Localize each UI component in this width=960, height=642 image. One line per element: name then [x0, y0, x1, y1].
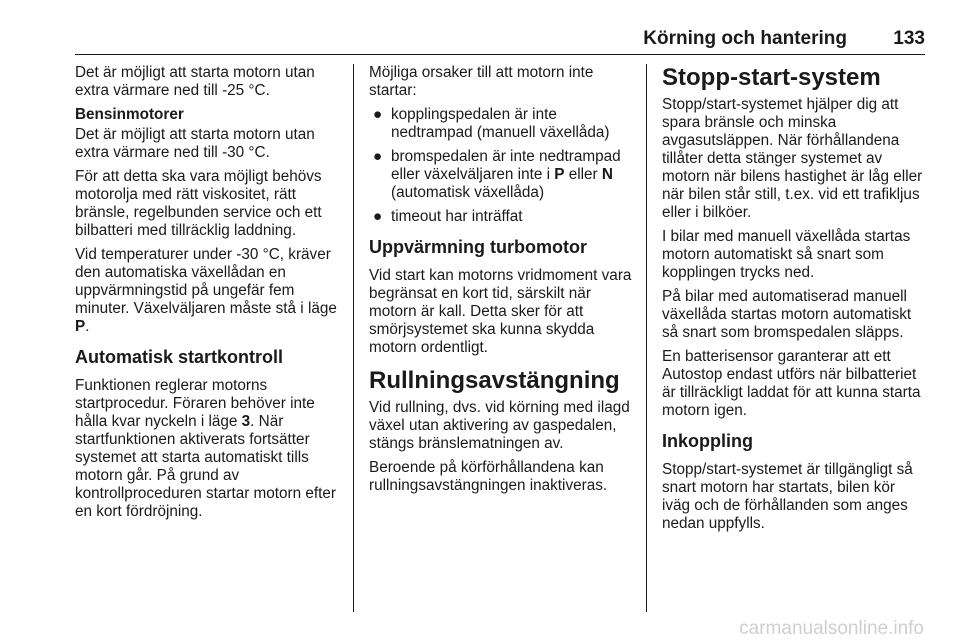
paragraph: I bilar med manuell växellåda startas motorn automatiskt så snart som kopplingen trycks ned.: [662, 228, 911, 281]
heading-rolling: Rullningsavstängning: [369, 367, 620, 394]
paragraph: Det är möjligt att starta motorn utan extra värmare ned till -30 °C.: [75, 126, 315, 161]
bullet-icon: ●: [373, 148, 383, 165]
paragraph: Stopp/start-systemet är tillgängligt så snart motorn har startats, bilen kör iväg och de förhållanden som anges nedan uppfylls.: [662, 461, 913, 532]
column-1: [75, 64, 345, 527]
column-divider-1: [353, 64, 354, 612]
column-divider-2: [646, 64, 647, 612]
heading-autostart: Automatisk startkontroll: [75, 347, 284, 367]
watermark: carmanualsonline.info: [739, 618, 924, 639]
section-title: Körning och hantering: [643, 28, 847, 49]
paragraph: Vid temperaturer under -30 °C, kräver den automatiska växellådan en uppvärmningstid på ungefär fem minuter. Växelväljaren måste stå i läge P.: [75, 246, 337, 335]
list-item: ● kopplingspedalen är inte nedtrampad (manuell växellåda): [373, 106, 610, 141]
page-number: 133: [893, 28, 925, 49]
column-2: [369, 64, 637, 501]
heading-engage: Inkoppling: [662, 431, 753, 451]
list-item: ● bromspedalen är inte nedtrampad eller växelväljaren inte i P eller N (automatisk växellåda): [373, 148, 621, 201]
paragraph: På bilar med automatiserad manuell växellåda startas motorn automatiskt så snart som bromspedalen släpps.: [662, 288, 912, 341]
paragraph: Det är möjligt att starta motorn utan extra värmare ned till -25 °C.: [75, 64, 315, 99]
heading-turbo: Uppvärmning turbomotor: [369, 237, 587, 257]
paragraph: Stopp/start-systemet hjälper dig att spara bränsle och minska avgasutsläppen. När förhållandena tillåter detta stänger systemet av motorn när bilens hastighet är låg eller när bilen står still, t.ex. vid ett trafikljus eller i bilköer.: [662, 96, 923, 221]
paragraph: En batterisensor garanterar att ett Autostop endast utförs när bilbatteriet är tillräckligt laddat för att kunna starta motorn igen.: [662, 348, 921, 419]
column-3: [662, 64, 926, 539]
heading-stopstart: Stopp-start-system: [662, 64, 881, 91]
paragraph: Vid rullning, dvs. vid körning med ilagd växel utan aktivering av gaspedalen, stängs bränslematningen av.: [369, 399, 630, 452]
bullet-icon: ●: [373, 106, 383, 123]
paragraph: Vid start kan motorns vridmoment vara begränsat en kort tid, särskilt när motorn är kall. Detta sker för att smörjsystemet ska kunna skydda motorn ordentligt.: [369, 267, 632, 356]
paragraph: Beroende på körförhållandena kan rullningsavstängningen inaktiveras.: [369, 459, 608, 494]
bullet-icon: ●: [373, 208, 383, 225]
header-rule: [75, 54, 925, 55]
paragraph: Möjliga orsaker till att motorn inte startar:: [369, 64, 594, 99]
list-item: ● timeout har inträffat: [373, 208, 523, 225]
paragraph: För att detta ska vara möjligt behövs motorolja med rätt viskositet, rätt bränsle, regelbunden service och ett bilbatteri med tillräcklig laddning.: [75, 168, 322, 239]
page-header: [75, 28, 925, 52]
paragraph: Funktionen reglerar motorns startprocedur. Föraren behöver inte hålla kvar nyckeln i läge 3. När startfunktionen aktiverats fortsätter systemet att starta automatiskt tills motorn går. På grund av kontrollproceduren startar motorn efter en kort fördröjning.: [75, 377, 337, 520]
subheading-petrol: Bensinmotorer: [75, 106, 184, 123]
cause-list: [369, 106, 637, 226]
